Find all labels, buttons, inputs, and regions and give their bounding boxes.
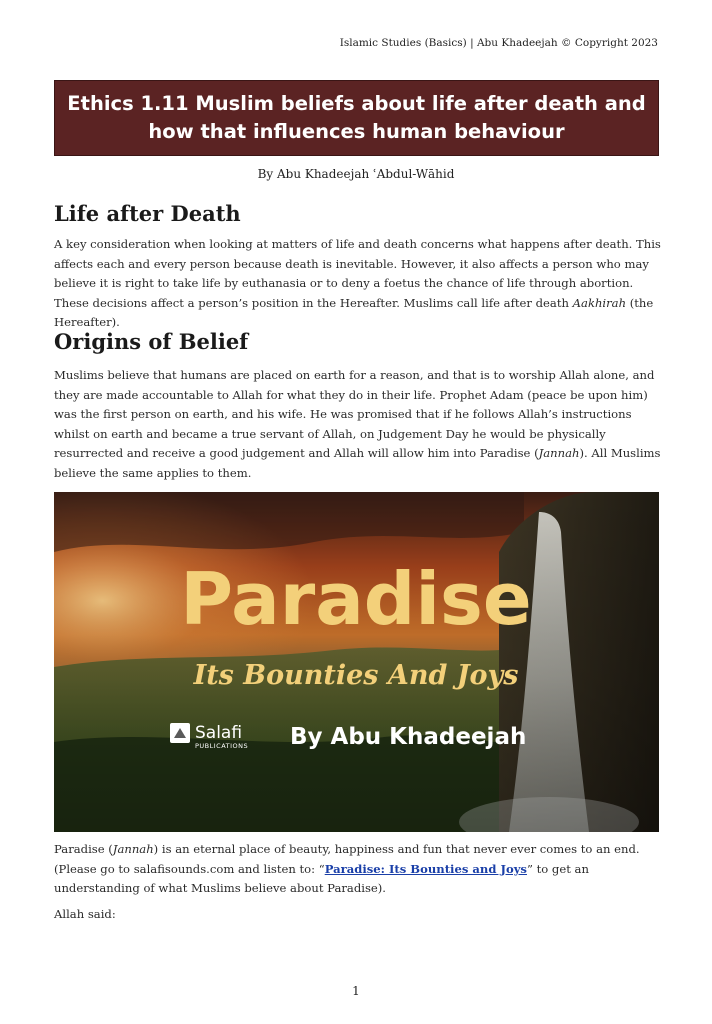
paragraph-life-after-death <box>54 235 662 333</box>
banner-title: Paradise <box>180 557 532 641</box>
heading-life-after-death: Life after Death <box>54 201 241 226</box>
text-span: ). All Muslims believe the same applies to them. <box>54 446 661 480</box>
allah-said-text: Allah said: <box>54 907 116 921</box>
text-span: ” to get an understanding of what Muslims believe about Paradise). <box>54 861 589 896</box>
heading-origins-of-belief: Origins of Belief <box>54 329 249 354</box>
paragraph-paradise <box>54 840 662 899</box>
publisher-subtitle: PUBLICATIONS <box>195 742 249 750</box>
paragraph-origins-of-belief <box>54 366 662 484</box>
term-aakhirah: Aakhirah <box>572 295 627 310</box>
text-span: A key consideration when looking at matters of life and death concerns what happens after death. This affects each and every person because death is inevitable. However, it also affects a person who may believe it is right to take life by euthanasia or to deny a foetus the chance of life through abortion. These decisions affect a person’s position in the Hereafter. Muslims call life after death <box>54 237 661 310</box>
text-span: Paradise ( <box>54 842 113 856</box>
title-line-1: Ethics 1.11 Muslim beliefs about life after death and <box>67 92 646 115</box>
banner-subtitle: Its Bounties And Joys <box>193 660 519 691</box>
author-byline: By Abu Khadeejah ʿAbdul-Wāhid <box>257 167 455 181</box>
title-banner <box>54 80 659 156</box>
paradise-banner-image <box>54 492 659 832</box>
publisher-name: Salafi <box>195 723 243 743</box>
text-span: Muslims believe that humans are placed on earth for a reason, and that is to worship Allah alone, and they are made accountable to Allah for what they do in their life. Prophet Adam (peace be upon him) was the first person on earth, and his wife. He was promised that if he follows Allah’s instructions whilst on earth and became a true servant of Allah, on Judgement Day he would be physically resurrected and receive a good judgement and Allah will allow him into Paradise ( <box>54 368 655 461</box>
paradise-lecture-link[interactable]: Paradise: Its Bounties and Joys <box>324 861 527 876</box>
term-jannah: Jannah <box>112 842 154 856</box>
text-span: ) is an eternal place of beauty, happiness and fun that never ever comes to an end. (Please go to salafisounds.com and listen to: “ <box>54 842 640 876</box>
text-span: (the Hereafter). <box>54 295 654 330</box>
page-number: 1 <box>352 984 360 998</box>
running-header: Islamic Studies (Basics) | Abu Khadeejah © Copyright 2023 <box>339 37 658 49</box>
banner-author: By Abu Khadeejah <box>290 724 527 750</box>
title-line-2: how that influences human behaviour <box>148 120 565 143</box>
term-jannah: Jannah <box>538 446 580 461</box>
page-title <box>57 90 655 146</box>
